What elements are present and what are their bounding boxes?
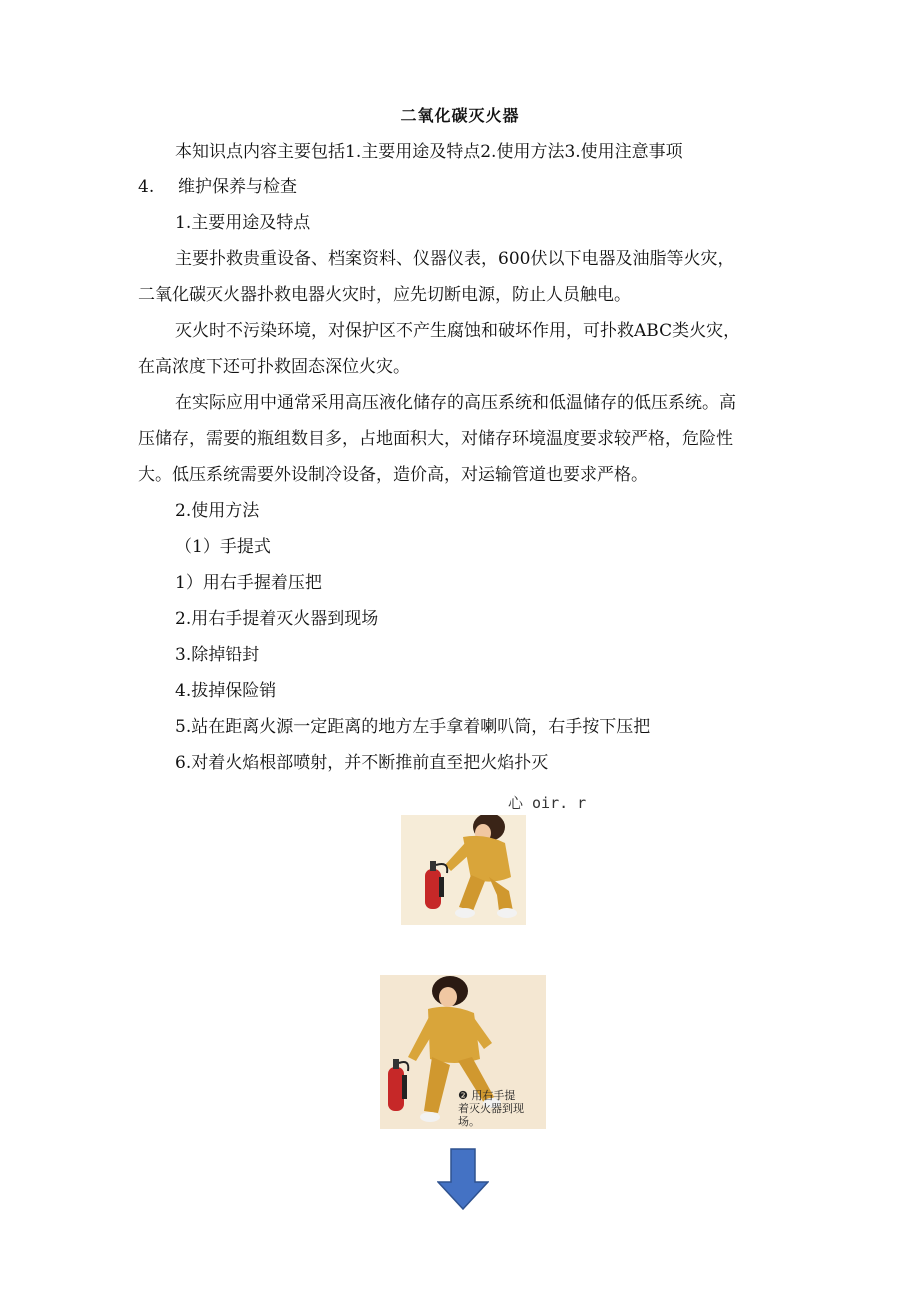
intro-line-2-text: 维护保养与检查	[178, 177, 297, 197]
photo-2-caption-line-1: ❷ 用右手提	[458, 1089, 516, 1102]
section-2-heading: 2.使用方法	[175, 501, 260, 521]
intro-line-2-number: 4.	[138, 177, 155, 197]
intro-line-1: 本知识点内容主要包括1.主要用途及特点2.使用方法3.使用注意事项	[175, 142, 683, 162]
photo-2-caption-line-2: 着灭火器到现	[458, 1102, 524, 1115]
image-caption: 心 oir. r	[508, 794, 587, 812]
step-item: 4.拔掉保险销	[175, 681, 277, 701]
paragraph-1-line-1: 主要扑救贵重设备、档案资料、仪器仪表，600伏以下电器及油脂等火灾，	[175, 249, 735, 269]
step-item: 5.站在距离火源一定距离的地方左手拿着喇叭筒，右手按下压把	[175, 717, 651, 737]
subsection-heading: （1）手提式	[175, 537, 271, 557]
section-1-heading: 1.主要用途及特点	[175, 213, 311, 233]
intro-line-2	[138, 175, 297, 199]
step-item: 6.对着火焰根部喷射，并不断推前直至把火焰扑灭	[175, 753, 549, 773]
paragraph-1-line-2: 二氧化碳灭火器扑救电器火灾时，应先切断电源，防止人员触电。	[138, 285, 631, 305]
page-title: 二氧化碳灭火器	[400, 106, 520, 125]
photo-crouching-with-extinguisher	[401, 815, 526, 925]
photo-2-caption-line-3: 场。	[458, 1115, 480, 1128]
paragraph-2-line-1: 灭火时不污染环境，对保护区不产生腐蚀和破坏作用，可扑救ABC类火灾，	[175, 321, 741, 341]
paragraph-3-line-2: 压储存，需要的瓶组数目多，占地面积大，对储存环境温度要求较严格，危险性	[138, 429, 733, 449]
paragraph-2-line-2: 在高浓度下还可扑救固态深位火灾。	[138, 357, 410, 377]
paragraph-3-line-1: 在实际应用中通常采用高压液化储存的高压系统和低温储存的低压系统。高	[175, 393, 736, 413]
step-item: 3.除掉铅封	[175, 645, 260, 665]
photo-carrying-extinguisher	[380, 975, 546, 1129]
paragraph-3-line-3: 大。低压系统需要外设制冷设备，造价高，对运输管道也要求严格。	[138, 465, 648, 485]
step-item: 1）用右手握着压把	[175, 573, 322, 593]
down-arrow-icon	[437, 1148, 489, 1210]
step-item: 2.用右手提着灭火器到现场	[175, 609, 379, 629]
